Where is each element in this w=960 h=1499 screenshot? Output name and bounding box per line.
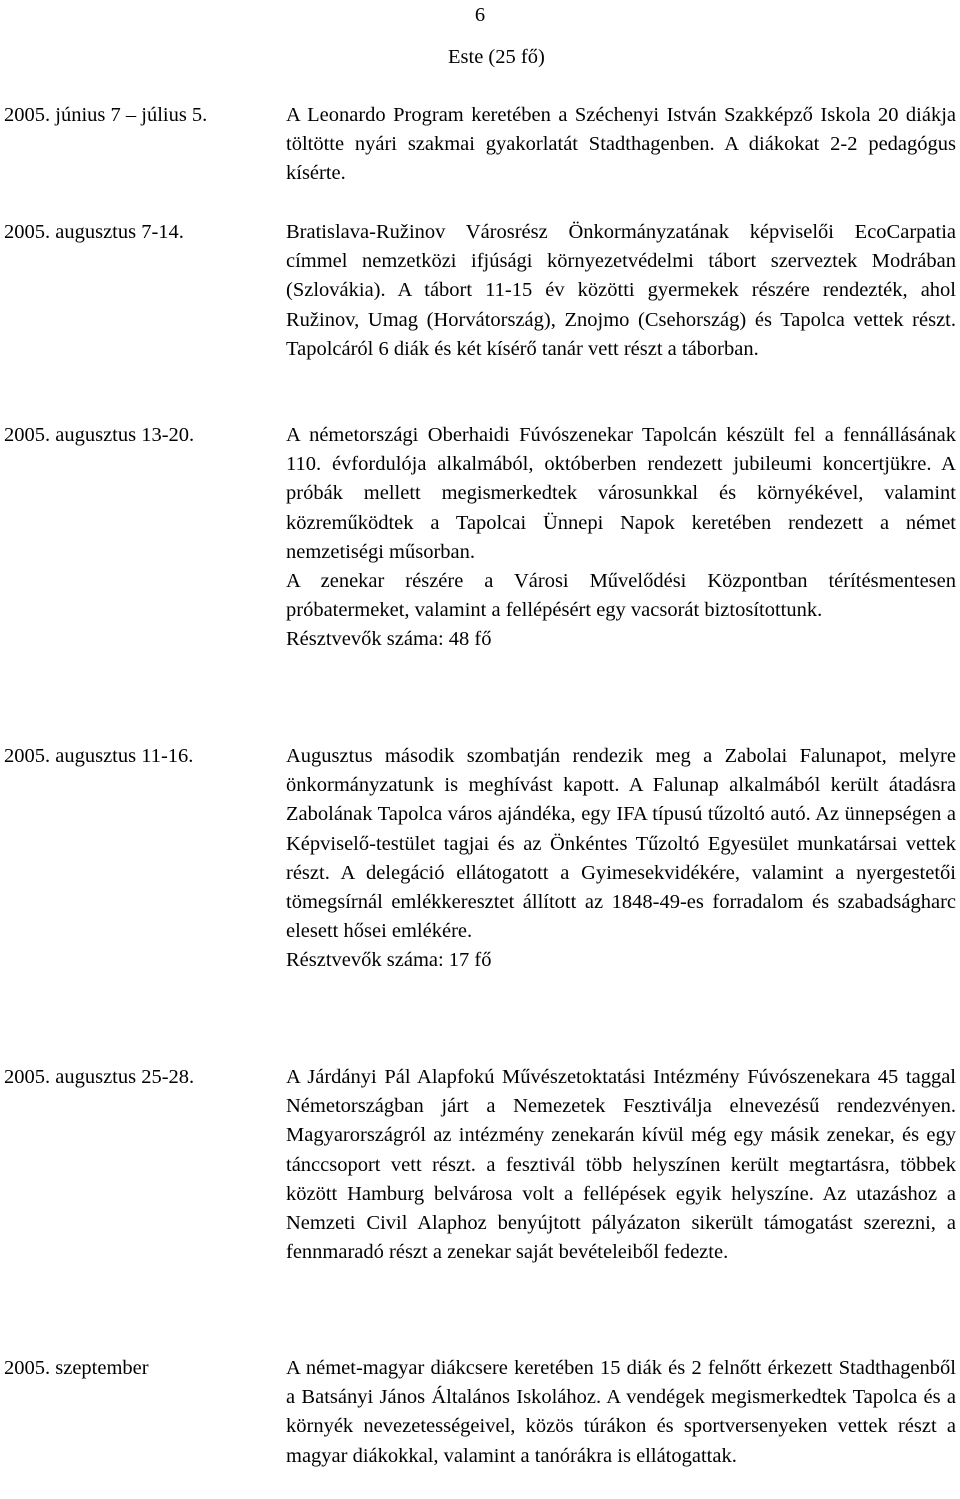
event-paragraph: A Leonardo Program keretében a Széchenyi István Szakképző Iskola 20 diákja töltötte nyári szakmai gyakorlatát Stadthagenben. A diákokat 2-2 pedagógus kísérte. [286, 104, 956, 185]
participant-count: Résztvevők száma: 48 fő [286, 628, 492, 651]
participants-note: Este (25 fő) [448, 46, 545, 68]
event-date: 2005. szeptember [4, 1357, 149, 1379]
event-date: 2005. augusztus 13-20. [4, 424, 195, 446]
event-description [286, 101, 956, 189]
event-description [286, 218, 956, 364]
event-paragraph: Bratislava-Ružinov Városrész Önkormányzatának képviselői EcoCarpatia címmel nemzetközi ifjúsági környezetvédelmi tábort szerveztek Modrában (Szlovákia). A tábort 11-15 év közötti gyermekek részére rendezték, ahol Ružinov, Umag (Horvátország), Znojmo (Csehország) és Tapolca vettek részt. Tapolcáról 6 diák és két kísérő tanár vett részt a táborban. [286, 221, 956, 360]
event-description [286, 421, 956, 655]
event-date: 2005. augusztus 11-16. [4, 745, 194, 767]
page-number: 6 [474, 4, 486, 26]
event-paragraph: A zenekar részére a Városi Művelődési Központban térítésmentesen próbatermeket, valamint a fellépésért egy vacsorát biztosítottunk. [286, 570, 956, 622]
event-paragraph: A német-magyar diákcsere keretében 15 diák és 2 felnőtt érkezett Stadthagenből a Batsányi János Általános Iskolához. A vendégek megismerkedtek Tapolca és a környék nevezetességeivel, közös túrákon és sportversenyeken vettek részt a magyar diákokkal, valamint a tanórákra is ellátogattak. [286, 1357, 956, 1467]
event-description [286, 742, 956, 976]
event-description [286, 1354, 956, 1471]
participant-count: Résztvevők száma: 17 fő [286, 949, 492, 972]
event-date: 2005. június 7 – július 5. [4, 104, 208, 126]
event-date: 2005. augusztus 25-28. [4, 1066, 195, 1088]
event-paragraph: A németországi Oberhaidi Fúvószenekar Tapolcán készült fel a fennállásának 110. évfordulója alkalmából, októberben rendezett jubileumi koncertjükre. A próbák mellett megismerkedtek városunkkal és környékével, valamint közreműködtek a Tapolcai Ünnepi Napok keretében rendezett a német nemzetiségi műsorban. [286, 424, 956, 563]
event-paragraph: Augusztus második szombatján rendezik meg a Zabolai Falunapot, melyre önkormányzatunk is meghívást kapott. A Falunap alkalmából került átadásra Zabolának Tapolca város ajándéka, egy IFA típusú tűzoltó autó. Az ünnepségen a Képviselő-testület tagjai és az Önkéntes Tűzoltó Egyesület munkatársai vettek részt. A delegáció ellátogatott a Gyimesekvidékére, valamint a nyergestetői tömegsírnál emlékkeresztet állított az 1848-49-es forradalom és szabadságharc elesett hősei emlékére. [286, 745, 956, 943]
event-paragraph: A Járdányi Pál Alapfokú Művészetoktatási Intézmény Fúvószenekara 45 taggal Németországban járt a Nemezetek Fesztiválja elnevezésű rendezvényen. Magyarországról az intézmény zenekarán kívül még egy másik zenekar, és egy tánccsoport vett részt. a fesztivál több helyszínen került megtartásra, többek között Hamburg belvárosa volt a fellépések egyik helyszíne. Az utazáshoz a Nemzeti Civil Alaphoz benyújtott pályázaton sikerült támogatást szerezni, a fennmaradó részt a zenekar saját bevételeiből fedezte. [286, 1066, 956, 1264]
event-description [286, 1063, 956, 1267]
event-date: 2005. augusztus 7-14. [4, 221, 184, 243]
